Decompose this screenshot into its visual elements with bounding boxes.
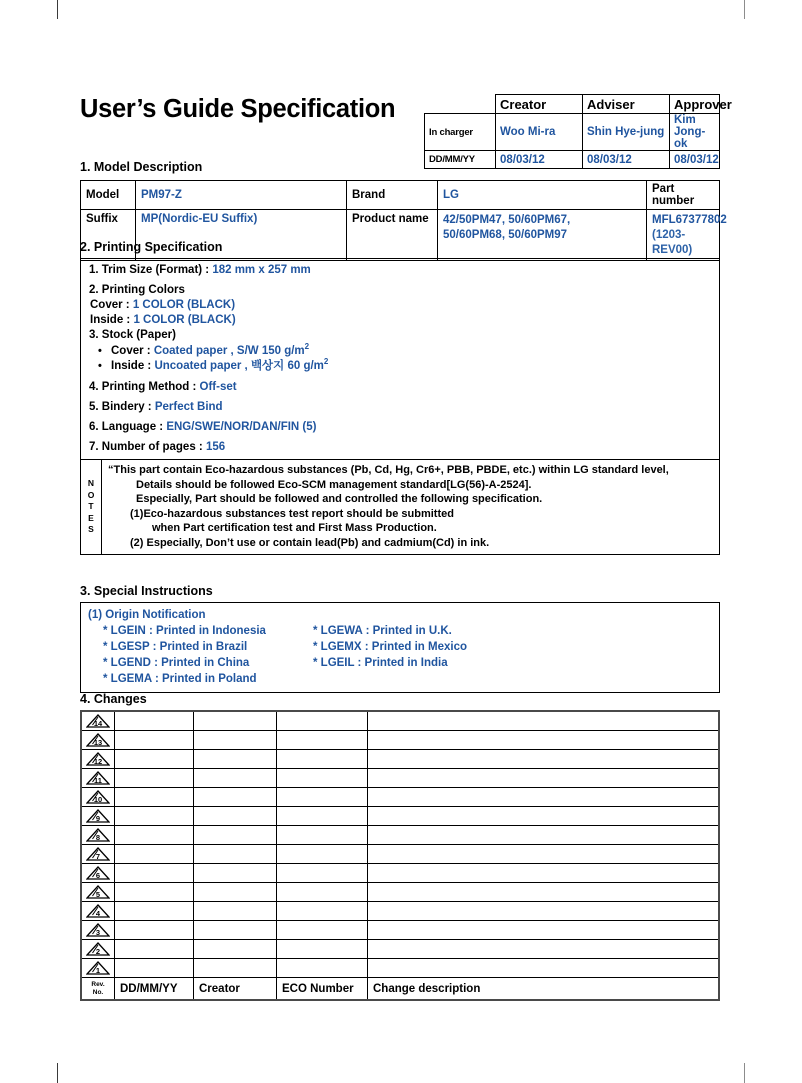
spec-printing-method-value: Off-set <box>199 381 237 393</box>
warning-triangle-icon <box>86 866 110 880</box>
warning-triangle-icon <box>86 771 110 785</box>
changes-creator-cell <box>194 845 277 864</box>
changes-footer-rev-label <box>81 978 115 1001</box>
origin-grid-spacer <box>313 671 719 687</box>
table-row <box>81 883 719 902</box>
crop-mark-top-right <box>744 0 745 19</box>
changes-eco-cell <box>277 731 368 750</box>
origin-item-lgemx: * LGEMX : Printed in Mexico <box>313 641 467 653</box>
changes-date-cell <box>115 826 194 845</box>
revision-number: 5 <box>95 890 101 899</box>
warning-triangle-icon <box>86 885 110 899</box>
revision-number: 10 <box>93 795 103 804</box>
changes-date-cell <box>115 864 194 883</box>
changes-date-cell <box>115 807 194 826</box>
suffix-label: Suffix <box>81 210 136 261</box>
changes-rev-cell <box>81 902 115 921</box>
table-row <box>81 807 719 826</box>
changes-eco-cell <box>277 959 368 978</box>
section-heading-changes: 4. Changes <box>80 692 147 706</box>
changes-description-cell <box>368 826 720 845</box>
notes-line-1: “This part contain Eco-hazardous substances (Pb, Cd, Hg, Cr6+, PBB, PBDE, etc.) within LG standard level, <box>108 464 669 476</box>
table-row <box>81 940 719 959</box>
changes-description-cell <box>368 864 720 883</box>
table-row <box>81 788 719 807</box>
warning-triangle-icon <box>86 809 110 823</box>
table-row <box>425 114 720 151</box>
changes-creator-cell <box>194 959 277 978</box>
revision-number: 3 <box>95 928 101 937</box>
changes-date-cell <box>115 883 194 902</box>
changes-description-cell <box>368 788 720 807</box>
changes-eco-cell <box>277 902 368 921</box>
part-number-value-cell <box>647 210 727 261</box>
product-name-label: Product name <box>347 210 438 261</box>
spec-stock-cover-superscript: 2 <box>304 342 310 352</box>
section-heading-special-instructions: 3. Special Instructions <box>80 584 213 598</box>
notes-vertical-label <box>81 460 102 555</box>
spec-cover-colors-label: Cover : <box>90 299 133 311</box>
changes-date-cell <box>115 959 194 978</box>
changes-date-cell <box>115 940 194 959</box>
table-row <box>81 845 719 864</box>
changes-creator-cell <box>194 788 277 807</box>
approval-col-creator: Creator <box>496 95 583 114</box>
table-row <box>81 750 719 769</box>
warning-triangle-icon <box>86 961 110 975</box>
changes-eco-cell <box>277 864 368 883</box>
origin-item-lgesp: * LGESP : Printed in Brazil <box>103 641 248 653</box>
spec-stock-list <box>81 344 719 374</box>
changes-creator-cell <box>194 940 277 959</box>
spec-bindery-label: 5. Bindery : <box>89 401 155 413</box>
brand-value: LG <box>438 181 647 210</box>
notes-vertical-char-t: T <box>88 501 94 512</box>
table-row <box>81 902 719 921</box>
changes-rev-cell <box>81 750 115 769</box>
changes-eco-cell <box>277 807 368 826</box>
revision-number: 14 <box>93 719 103 728</box>
approval-approver-date: 08/03/12 <box>670 151 720 169</box>
spec-cover-colors <box>81 299 719 312</box>
approval-col-adviser: Adviser <box>583 95 670 114</box>
changes-date-cell <box>115 788 194 807</box>
table-row <box>81 181 720 210</box>
approval-creator-date: 08/03/12 <box>496 151 583 169</box>
table-row <box>81 460 719 555</box>
spec-inside-colors-label: Inside : <box>90 314 134 326</box>
revision-number: 1 <box>95 966 101 975</box>
changes-creator-cell <box>194 750 277 769</box>
spec-printing-method <box>81 381 719 394</box>
changes-footer-change-description: Change description <box>368 978 720 1001</box>
spec-stock-cover <box>111 344 719 359</box>
warning-triangle-icon <box>86 923 110 937</box>
changes-eco-cell <box>277 883 368 902</box>
changes-description-cell <box>368 959 720 978</box>
changes-rev-cell <box>81 959 115 978</box>
approval-corner-cell <box>425 95 496 114</box>
part-number-value: MFL67377802 <box>652 214 727 226</box>
notes-vertical-char-n: N <box>87 478 95 489</box>
changes-creator-cell <box>194 807 277 826</box>
origin-item-lgewa: * LGEWA : Printed in U.K. <box>313 625 452 637</box>
changes-rev-cell <box>81 731 115 750</box>
special-instructions-box <box>80 602 720 693</box>
changes-date-cell <box>115 711 194 731</box>
spec-trim-size-value: 182 mm x 257 mm <box>212 264 311 276</box>
suffix-value: MP(Nordic-EU Suffix) <box>136 210 347 261</box>
approval-approver-name: Kim Jong-ok <box>670 114 720 151</box>
revision-number: 4 <box>95 909 101 918</box>
changes-eco-cell <box>277 921 368 940</box>
brand-label: Brand <box>347 181 438 210</box>
product-name-value <box>438 210 647 261</box>
changes-description-cell <box>368 750 720 769</box>
section-heading-model-description: 1. Model Description <box>80 160 203 174</box>
spec-stock-inside-superscript: 2 <box>323 357 329 367</box>
changes-creator-cell <box>194 864 277 883</box>
changes-description-cell <box>368 883 720 902</box>
spec-stock-inside-value: Uncoated paper , 백상지 60 g/m <box>154 360 324 372</box>
spec-number-of-pages <box>81 441 719 454</box>
product-name-line-1: 42/50PM47, 50/60PM67, <box>443 214 571 226</box>
origin-notification-grid <box>81 623 719 687</box>
changes-footer-date: DD/MM/YY <box>115 978 194 1001</box>
table-row <box>425 151 720 169</box>
changes-eco-cell <box>277 845 368 864</box>
changes-description-cell <box>368 845 720 864</box>
approval-row-label-date: DD/MM/YY <box>425 151 496 169</box>
changes-creator-cell <box>194 826 277 845</box>
origin-notification-title: (1) Origin Notification <box>88 609 206 621</box>
part-number-label: Part number <box>647 181 720 210</box>
table-row <box>81 826 719 845</box>
spec-number-of-pages-value: 156 <box>205 441 226 453</box>
changes-creator-cell <box>194 902 277 921</box>
changes-footer-eco-number: ECO Number <box>277 978 368 1001</box>
revision-number: 8 <box>95 833 101 842</box>
changes-rev-cell <box>81 940 115 959</box>
changes-creator-cell <box>194 769 277 788</box>
changes-rev-cell <box>81 883 115 902</box>
changes-rev-cell <box>81 845 115 864</box>
changes-date-cell <box>115 921 194 940</box>
page-title: User’s Guide Specification <box>80 95 396 123</box>
origin-item-lgein: * LGEIN : Printed in Indonesia <box>103 625 266 637</box>
table-row <box>81 959 719 978</box>
spec-cover-colors-value: 1 COLOR (BLACK) <box>132 299 236 311</box>
notes-line-5: when Part certification test and First Mass Production. <box>152 522 437 534</box>
revision-number: 12 <box>93 757 103 766</box>
revision-number: 11 <box>94 776 102 785</box>
spec-trim-size <box>81 264 719 277</box>
changes-description-cell <box>368 940 720 959</box>
spec-stock-cover-value: Coated paper , S/W 150 g/m <box>153 345 305 357</box>
changes-eco-cell <box>277 750 368 769</box>
changes-date-cell <box>115 731 194 750</box>
crop-mark-bottom-left <box>57 1063 58 1083</box>
changes-eco-cell <box>277 788 368 807</box>
revision-number: 2 <box>95 947 101 956</box>
changes-table <box>80 710 720 1001</box>
revision-number: 9 <box>95 814 101 823</box>
revision-number: 13 <box>93 738 103 747</box>
changes-rev-cell <box>81 807 115 826</box>
spec-language-value: ENG/SWE/NOR/DAN/FIN (5) <box>166 421 317 433</box>
changes-description-cell <box>368 807 720 826</box>
approval-adviser-name: Shin Hye-jung <box>583 114 670 151</box>
notes-line-2: Details should be followed Eco-SCM management standard[LG(56)-A-2524]. <box>136 478 532 491</box>
spec-inside-colors <box>81 314 719 327</box>
table-row <box>425 95 720 114</box>
spec-stock-label: 3. Stock (Paper) <box>89 329 176 341</box>
section-heading-printing-specification: 2. Printing Specification <box>80 240 223 254</box>
origin-item-lgema: * LGEMA : Printed in Poland <box>103 673 257 685</box>
notes-vertical-char-o: O <box>87 489 95 500</box>
approval-row-label-in-charger: In charger <box>425 114 496 151</box>
approval-table <box>424 94 732 169</box>
spec-language-label: 6. Language : <box>89 421 167 433</box>
changes-date-cell <box>115 845 194 864</box>
changes-creator-cell <box>194 883 277 902</box>
notes-body <box>102 460 720 555</box>
changes-description-cell <box>368 769 720 788</box>
changes-rev-cell <box>81 864 115 883</box>
table-row <box>81 769 719 788</box>
spec-language <box>81 421 719 434</box>
approval-creator-name: Woo Mi-ra <box>496 114 583 151</box>
notes-line-6: (2) Especially, Don’t use or contain lead(Pb) and cadmium(Cd) in ink. <box>130 536 490 549</box>
warning-triangle-icon <box>86 942 110 956</box>
changes-rev-cell <box>81 711 115 731</box>
changes-rev-cell <box>81 826 115 845</box>
table-row <box>81 711 719 731</box>
model-label: Model <box>81 181 136 210</box>
spec-stock-inside <box>111 359 719 374</box>
changes-date-cell <box>115 902 194 921</box>
changes-description-cell <box>368 921 720 940</box>
changes-eco-cell <box>277 940 368 959</box>
changes-description-cell <box>368 902 720 921</box>
revision-number: 6 <box>95 871 101 880</box>
spec-bindery <box>81 401 719 414</box>
warning-triangle-icon <box>86 714 110 728</box>
changes-eco-cell <box>277 711 368 731</box>
table-row <box>81 731 719 750</box>
origin-item-lgend: * LGEND : Printed in China <box>103 657 250 669</box>
approval-col-approver: Approver <box>670 95 720 114</box>
warning-triangle-icon <box>86 733 110 747</box>
spec-bindery-value: Perfect Bind <box>154 401 223 413</box>
changes-date-cell <box>115 750 194 769</box>
warning-triangle-icon <box>86 790 110 804</box>
spec-trim-size-label: 1. Trim Size (Format) : <box>89 264 213 276</box>
revision-number: 7 <box>95 852 101 861</box>
changes-description-cell <box>368 711 720 731</box>
origin-item-lgeil: * LGEIL : Printed in India <box>313 657 448 669</box>
changes-footer-creator: Creator <box>194 978 277 1001</box>
changes-rev-cell <box>81 921 115 940</box>
table-row <box>81 864 719 883</box>
changes-creator-cell <box>194 711 277 731</box>
notes-line-4: (1)Eco-hazardous substances test report should be submitted <box>130 507 454 520</box>
changes-eco-cell <box>277 826 368 845</box>
changes-description-cell <box>368 731 720 750</box>
approval-adviser-date: 08/03/12 <box>583 151 670 169</box>
warning-triangle-icon <box>86 828 110 842</box>
crop-mark-top-left <box>57 0 58 19</box>
crop-mark-bottom-right <box>744 1063 745 1083</box>
changes-eco-cell <box>277 769 368 788</box>
spec-stock-inside-label: Inside : <box>111 360 155 372</box>
product-name-line-2: 50/60PM68, 50/60PM97 <box>443 229 568 241</box>
spec-inside-colors-value: 1 COLOR (BLACK) <box>133 314 236 326</box>
changes-creator-cell <box>194 731 277 750</box>
table-row <box>81 921 719 940</box>
changes-rev-cell <box>81 769 115 788</box>
warning-triangle-icon <box>86 904 110 918</box>
notes-vertical-char-s: S <box>88 524 94 535</box>
spec-number-of-pages-label: 7. Number of pages : <box>89 441 206 453</box>
part-number-revision: (1203-REV00) <box>652 229 693 256</box>
changes-footer-rev-line-2: No. <box>92 988 104 996</box>
changes-footer-rev-line-1: Rev. <box>91 981 105 988</box>
notes-vertical-char-e: E <box>88 512 94 523</box>
warning-triangle-icon <box>86 847 110 861</box>
spec-printing-method-label: 4. Printing Method : <box>89 381 200 393</box>
changes-date-cell <box>115 769 194 788</box>
changes-footer-row <box>81 978 719 1001</box>
notes-block <box>81 459 719 554</box>
spec-stock-cover-label: Cover : <box>111 345 154 357</box>
spec-printing-colors-label: 2. Printing Colors <box>89 284 185 296</box>
changes-creator-cell <box>194 921 277 940</box>
printing-specification-box <box>80 258 720 555</box>
warning-triangle-icon <box>86 752 110 766</box>
changes-rev-cell <box>81 788 115 807</box>
model-value: PM97-Z <box>136 181 347 210</box>
notes-line-3: Especially, Part should be followed and controlled the following specification. <box>136 493 543 505</box>
